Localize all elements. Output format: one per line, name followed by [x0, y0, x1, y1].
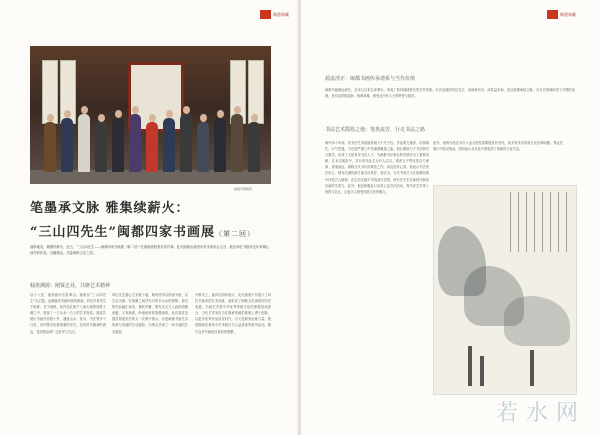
brand-logo-icon: [547, 10, 558, 19]
mountain-shape: [504, 296, 570, 346]
brand-text: 翰墨典藏: [273, 12, 289, 17]
tree-shape: [530, 350, 534, 386]
body-column-1: 闽中四十年间，其书法艺术根植传统又不失个性。作品笔力遒劲，结体端庄，行气贯通，于法度严谨之中见潇洒飘逸之姿。他长期致力于书法研究与教学，培养了大批青年书法人才，为闽都书法事业的发展作出了重要贡献。在本次展览中，其行草作品尤为引人注目，观者无不赞叹其功力深厚、意境高远，堪称当代书坛的典范之作。谈及创作心得，他表示书法贵在用心，唯有沉潜传统方能自出机杼。他认为，当代书家应当在临摹经典中体悟古人精神，在生活实践中寻找创作灵感，使书法艺术在新时代焕发出新的生命力。此外，他还积极参与各类公益书法活动，将书法艺术带入校园与社区，让更多人感受传统文化的魅力。: [325, 141, 429, 194]
article-title-main: “三山四先生”闽都四家书画展: [30, 225, 215, 240]
person-figure: [61, 118, 73, 172]
person-figure: [78, 114, 90, 172]
body-column-2: 四位先生潜心艺术数十载，始终坚持以传统为根、以生活为源，在笔墨之间抒写对家乡山水的深情。他们的作品融汇南北，兼收并蓄，既有宋元文人画的清雅意趣，又有海派、岭南诸家的笔墨神韵。此次展览是继首届展览后的又一次集中展示，亦是闽都书画艺术传承与发展的生动缩影，为观众呈现了一场丰盛的艺术盛宴。: [112, 293, 188, 334]
person-figure: [231, 114, 243, 172]
landscape-painting: [433, 185, 577, 395]
person-head: [200, 114, 207, 122]
brand-text: 翰墨典藏: [560, 12, 576, 17]
person-figure: [180, 114, 192, 172]
section-heading: 书法艺术摇篮之地：笔墨流芳，行走书法之路: [325, 127, 426, 133]
person-figure: [146, 122, 158, 172]
body-paragraph: 闽都书画源远流长，自宋元以来名家辈出，形成了独具地域特色的艺术传统。本次参展的四位先生，或师承有自，或转益多师，皆以笔墨承续文脉，在各自领域取得了可观的成就，其作品风格清新、格调高雅，深受业内外人士的赞誉与推崇。: [325, 88, 575, 99]
person-head: [149, 114, 156, 122]
person-figure: [112, 118, 124, 172]
article-title-line1: 笔墨承文脉 雅集续薪火：: [30, 201, 190, 216]
watermark: 若水网: [495, 401, 586, 426]
person-figure: [163, 118, 175, 172]
brand-logo-icon: [260, 10, 271, 19]
floor: [30, 170, 271, 184]
calligraphy-inscription: [506, 192, 568, 252]
article-title-line2: [30, 221, 255, 240]
person-head: [166, 110, 173, 118]
masthead-brand: [547, 10, 576, 19]
left-page: [0, 0, 299, 435]
person-figure: [129, 114, 141, 172]
person-head: [251, 114, 258, 122]
photo-caption: 画展开幕现场: [234, 187, 253, 191]
person-head: [217, 110, 224, 118]
person-head: [98, 114, 105, 122]
person-figure: [197, 122, 209, 172]
person-figure: [95, 122, 107, 172]
body-column-2: 此外，他的作品还多次入选全国性重要展览并获奖，被多家美术馆和文化机构收藏。观众在展厅中驻足细品，纷纷表示从作品中感受到了浓郁的文化气息。: [433, 141, 563, 152]
section-heading: 翰墨溯源：刚贤志业，共赓艺术精神: [30, 283, 111, 289]
person-head: [183, 106, 190, 114]
section-heading: 源流清正：闽都书画传承谱系与当代价值: [325, 76, 416, 82]
body-column-1: 以十八世，福州画坛名家辈出。画展以“三山四先生”为主题，追溯福州书画传统的源流。四位作者均生于闽都，长于闽都，其作品扎根于八闽大地的深厚土壤之中，展现了一方山水一方人的艺术特质。展览共展出书画作品数十件，涵盖山水、花鸟、书法等多个门类，其中既有传统笔墨的坚守，也有时代精神的表达，受到观众的广泛好评与关注。: [30, 293, 106, 334]
person-figure: [248, 122, 260, 172]
lead-paragraph: 福厚地灵，翰墨传薪火。近日，“三山四先生——闽都四家书画展（第二回）”在福州画院美术馆开幕。此次画展由福州市美术家协会主办，展出四位书画家近年来精心创作的作品，以飨观众，共鉴闽都文化之美。: [30, 245, 270, 255]
tree-shape: [480, 356, 484, 386]
person-figure: [214, 118, 226, 172]
article-title-note: （第二回）: [214, 230, 255, 238]
person-head: [115, 110, 122, 118]
tree-shape: [468, 346, 472, 386]
body-column-3: 开幕式上，嘉宾们纷纷表示，此次画展不仅展示了四位书画家的艺术成就，更彰显了闽都文化深厚的历史底蕴。书画艺术是中华优秀传统文化的重要组成部分，当代艺术家应当在继承传统的基础上勇于创新，以更多优秀作品回应时代，为文化繁荣贡献力量。展览期间还将举办学术研讨与公益讲座等系列活动，吸引众多书画爱好者前来观摩。: [195, 293, 271, 334]
person-head: [47, 114, 54, 122]
person-head: [64, 110, 71, 118]
person-head: [132, 106, 139, 114]
person-figure: [44, 122, 56, 172]
group-photo: [30, 46, 271, 184]
person-head: [81, 106, 88, 114]
person-head: [234, 106, 241, 114]
masthead-brand: [260, 10, 289, 19]
